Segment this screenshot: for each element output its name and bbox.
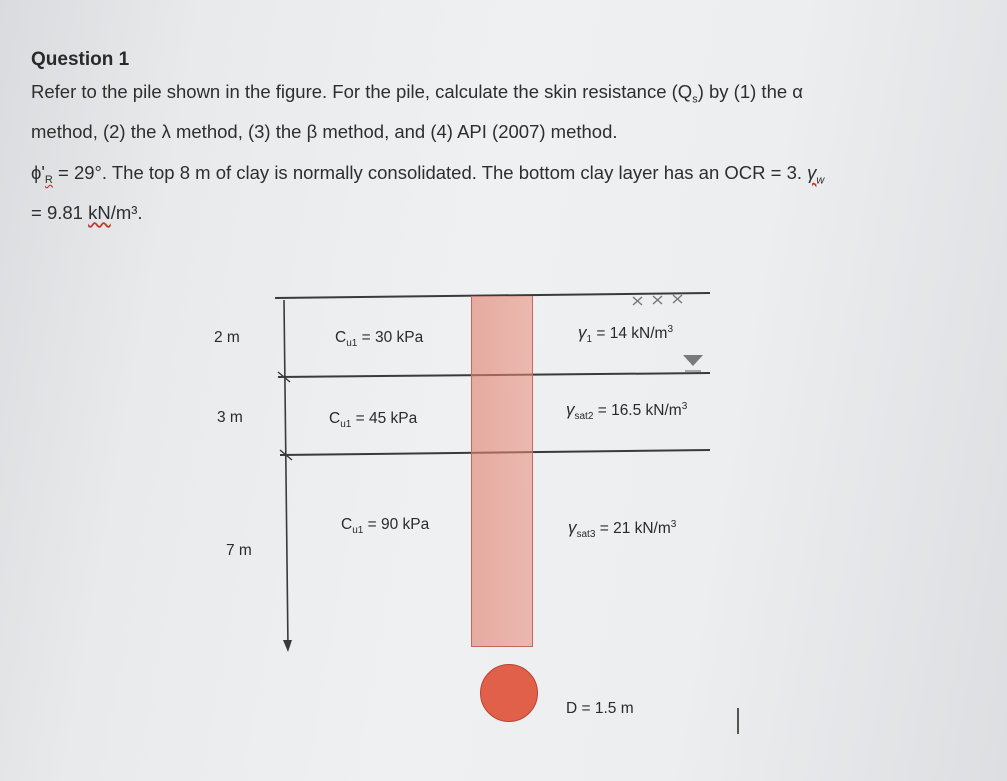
depth-label-layer-3: 7 m <box>226 542 252 559</box>
depth-arrow-head <box>283 640 292 652</box>
unit-weight-water-symbol: $\gamma_w$ <box>807 162 825 187</box>
depth-label-layer-2: 3 m <box>217 409 243 426</box>
question-line-2: method, (2) the λ method, (3) the β method, and (4) API (2007) method. <box>31 120 618 142</box>
unit-weight-layer-1: $\gamma_1 = 14$ $kN/m^3$ <box>578 323 673 346</box>
text-cursor-icon <box>737 708 739 734</box>
unit-weight-layer-2: $\gamma_{sat2} = 16.5$ $kN/m^3$ <box>566 400 688 423</box>
depth-label-layer-1: 2 m <box>214 329 240 346</box>
given-line-4: = 9.81 kN/m³. <box>31 201 143 223</box>
cu-label-layer-3: $C_{u1} = 90$ kPa <box>341 516 430 537</box>
pile-diameter-label: D = 1.5 m <box>566 700 634 717</box>
cu-label-layer-2: $C_{u1} = 45$ kPa <box>329 410 418 431</box>
given-line-3: = 29°. The top 8 m of clay is normally consolidated. The bottom clay layer has an OCR = 3. <box>52 162 808 183</box>
cu-label-layer-1: $C_{u1} = 30$ kPa <box>335 329 424 350</box>
pile-cross-section <box>480 664 538 722</box>
unit-weight-layer-3: $\gamma_{sat3} = 21$ $kN/m^3$ <box>568 518 677 541</box>
question-title: Question 1 <box>31 49 130 70</box>
water-table-icon <box>683 355 703 366</box>
pile-shaft <box>471 296 533 647</box>
depth-dimension-line <box>284 300 288 648</box>
ground-hatch-marks <box>633 295 682 305</box>
friction-angle-symbol: $\phi'_R$ <box>31 162 53 186</box>
question-line-1: Refer to the pile shown in the figure. For the pile, calculate the skin resistance $(Q_s)$ by (1) the α <box>31 81 803 106</box>
